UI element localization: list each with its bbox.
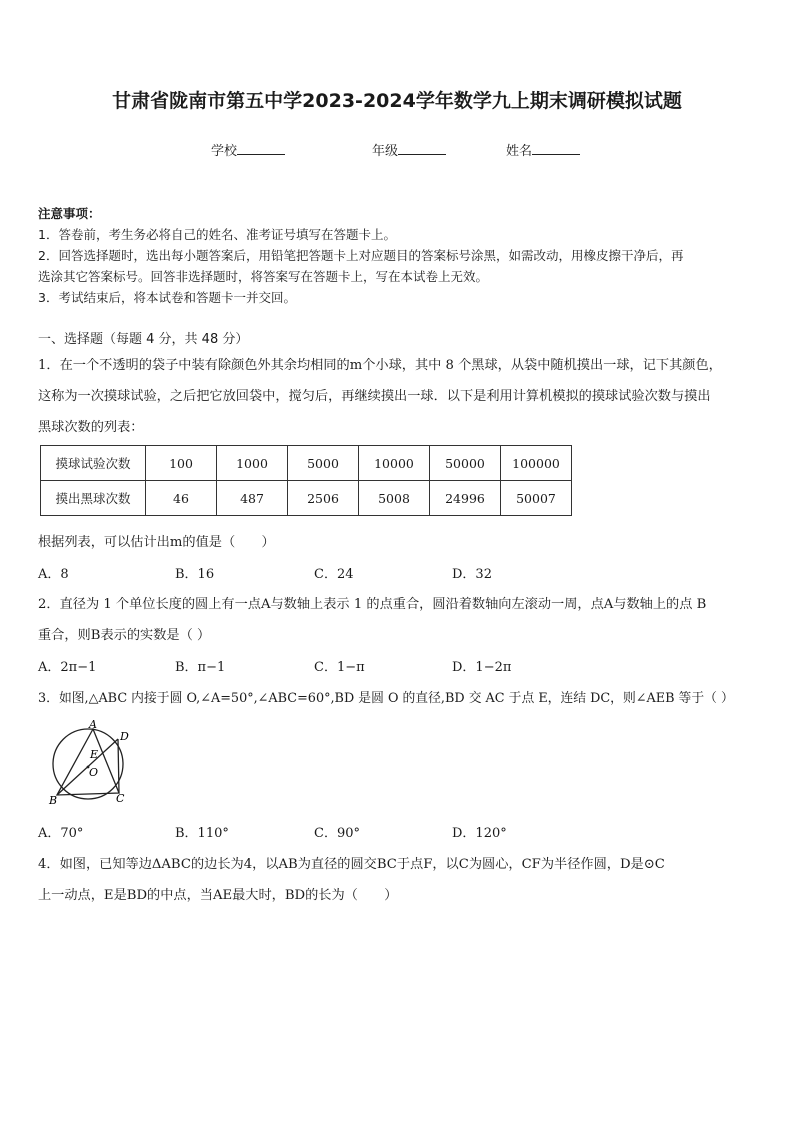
option-b[interactable]: B．16: [175, 567, 215, 582]
q2-line: 重合，则B表示的实数是（ ）: [38, 628, 211, 643]
option-c[interactable]: C．1−π: [314, 660, 365, 675]
q4-line: 4．如图，已知等边ΔABC的边长为4，以AB为直径的圆交BC于点F，以C为圆心，CF为半径作圆，D是⊙C: [38, 857, 665, 872]
grade-blank[interactable]: [398, 142, 446, 155]
notice-item: 3．考试结束后，将本试卷和答题卡一并交回。: [38, 290, 296, 305]
table-cell: 50007: [501, 481, 572, 516]
table-cell: 10000: [359, 446, 430, 481]
school-label: 学校: [211, 144, 238, 159]
q3-figure: [45, 716, 135, 808]
notice-heading: 注意事项：: [38, 206, 101, 221]
option-a[interactable]: A．70°: [38, 826, 84, 841]
grade-label: 年级: [372, 144, 399, 159]
q3-line: 3．如图,△ABC 内接于圆 O,∠A=50°,∠ABC=60°,BD 是圆 O 的直径,BD 交 AC 于点 E，连结 DC，则∠AEB 等于（ ）: [38, 691, 734, 706]
table-cell: 100000: [501, 446, 572, 481]
table-cell: 24996: [430, 481, 501, 516]
section-heading: 一、选择题（每题 4 分，共 48 分）: [38, 332, 249, 347]
name-label: 姓名: [506, 144, 533, 159]
table-cell: 50000: [430, 446, 501, 481]
q1-table: [40, 445, 572, 516]
label-e: E: [90, 748, 99, 761]
q1-line: 这称为一次摸球试验，之后把它放回袋中，搅匀后，再继续摸出一球．以下是利用计算机模拟的摸球试验次数与摸出: [38, 389, 711, 404]
option-b[interactable]: B．π−1: [175, 660, 226, 675]
table-cell: 46: [146, 481, 217, 516]
table-cell: 摸球试验次数: [41, 446, 146, 481]
table-cell: 5000: [288, 446, 359, 481]
table-cell: 1000: [217, 446, 288, 481]
q1-line: 1．在一个不透明的袋子中装有除颜色外其余均相同的m个小球，其中 8 个黑球，从袋中随机摸出一球，记下其颜色，: [38, 358, 722, 373]
table-cell: 100: [146, 446, 217, 481]
table-cell: 487: [217, 481, 288, 516]
label-o: O: [89, 766, 99, 779]
option-c[interactable]: C．24: [314, 567, 354, 582]
table-cell: 2506: [288, 481, 359, 516]
table-row: [41, 446, 572, 481]
q4-line: 上一动点，E是BD的中点，当AE最大时，BD的长为（ ）: [38, 888, 398, 903]
grade-field[interactable]: [372, 140, 446, 159]
school-blank[interactable]: [237, 142, 285, 155]
label-b: B: [49, 794, 58, 807]
school-field[interactable]: [211, 140, 285, 159]
option-d[interactable]: D．32: [452, 567, 492, 582]
page-title: 甘肃省陇南市第五中学2023-2024学年数学九上期末调研模拟试题: [112, 90, 682, 112]
option-a[interactable]: A．8: [38, 567, 69, 582]
q1-line: 黑球次数的列表：: [38, 420, 144, 435]
label-d: D: [120, 730, 129, 743]
notice-item: 选涂其它答案标号。回答非选择题时，将答案写在答题卡上，写在本试卷上无效。: [38, 269, 489, 284]
label-c: C: [116, 792, 125, 805]
table-cell: 摸出黑球次数: [41, 481, 146, 516]
notice-item: 2．回答选择题时，选出每小题答案后，用铅笔把答题卡上对应题目的答案标号涂黑，如需改动，用橡皮擦干净后，再: [38, 248, 684, 263]
notice-item: 1．答卷前，考生务必将自己的姓名、准考证号填写在答题卡上。: [38, 227, 396, 242]
name-blank[interactable]: [532, 142, 580, 155]
option-d[interactable]: D．1−2π: [452, 660, 512, 675]
option-c[interactable]: C．90°: [314, 826, 360, 841]
q1-question: 根据列表，可以估计出m的值是（ ）: [38, 535, 275, 550]
q2-line: 2．直径为 1 个单位长度的圆上有一点A与数轴上表示 1 的点重合，圆沿着数轴向左滚动一周，点A与数轴上的点 B: [38, 597, 707, 612]
option-d[interactable]: D．120°: [452, 826, 507, 841]
triangle-abc: [57, 729, 119, 795]
table-cell: 5008: [359, 481, 430, 516]
label-a: A: [89, 718, 97, 731]
name-field[interactable]: [506, 140, 580, 159]
table-row: [41, 481, 572, 516]
option-b[interactable]: B．110°: [175, 826, 229, 841]
option-a[interactable]: A．2π−1: [38, 660, 97, 675]
